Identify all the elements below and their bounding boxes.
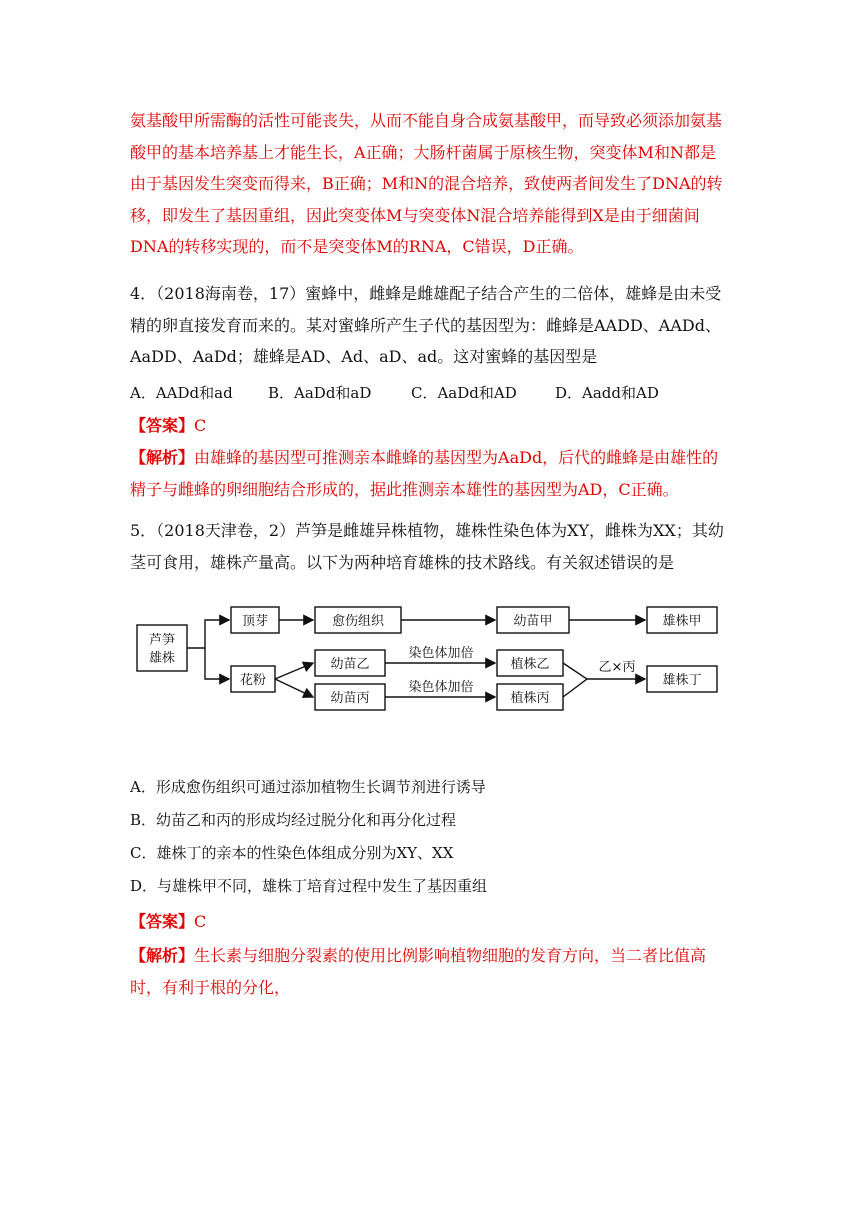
label-start-1: 芦笋: [148, 633, 176, 648]
analysis-text: 生长素与细胞分裂素的使用比例影响植物细胞的发育方向，当二者比值高时，有利于根的分化，: [130, 946, 707, 997]
label-seedling-b: 幼苗乙: [330, 657, 370, 672]
label-plant-b: 植株乙: [510, 657, 550, 672]
label-male-a: 雄株甲: [662, 614, 702, 629]
question-5-choice-c: C．雄株丁的亲本的性染色体组成分别为XY、XX: [130, 844, 454, 862]
answer-value: C: [194, 912, 207, 931]
explanation-continued: 氨基酸甲所需酶的活性可能丧失，从而不能自身合成氨基酸甲，而导致必须添加氨基酸甲的基本培养基上才能生长，A正确；大肠杆菌属于原核生物，突变体M和N都是由于基因发生突变而得来，B正确；M和N的混合培养，致使两者间发生了DNA的转移，即发生了基因重组，因此突变体M与突变体N混合培养能得到X是由于细菌间DNA的转移实现的，而不是突变体M的RNA，C错误，D正确。: [130, 111, 723, 256]
question-5-stem: 5．（2018天津卷，2）芦笋是雌雄异株植物，雄株性染色体为XY，雌株为XX；其幼茎可食用，雄株产量高。以下为两种培育雄株的技术路线。有关叙述错误的是: [130, 521, 724, 572]
question-5-choice-d: D．与雄株甲不同，雄株丁培育过程中发生了基因重组: [130, 877, 488, 895]
question-5-choice-a: A．形成愈伤组织可通过添加植物生长调节剂进行诱导: [130, 778, 486, 796]
question-4-stem: 4．（2018海南卷，17）蜜蜂中，雌蜂是雌雄配子结合产生的二倍体，雄蜂是由未受精的卵直接发育而来的。某对蜜蜂所产生子代的基因型为：雌蜂是AADD、AADd、AaDD、AaDd；雄蜂是AD、Ad、aD、ad。这对蜜蜂的基因型是: [130, 284, 722, 366]
label-seedling-c: 幼苗丙: [330, 691, 370, 706]
label-double-2: 染色体加倍: [408, 680, 474, 695]
analysis-text: 由雄蜂的基因型可推测亲本雌蜂的基因型为AaDd，后代的雌蜂是由雄性的精子与雌蜂的卵细胞结合形成的，据此推测亲本雄性的基因型为AD，C正确。: [130, 448, 719, 499]
option-c: C．AaDd和AD: [411, 384, 517, 402]
analysis-tag: 【解析】: [130, 946, 195, 965]
label-start-2: 雄株: [148, 651, 176, 666]
option-b: B．AaDd和aD: [268, 384, 372, 402]
question-4-analysis: [130, 442, 730, 505]
label-double-1: 染色体加倍: [408, 646, 474, 661]
question-5-choice-b: B．幼苗乙和丙的形成均经过脱分化和再分化过程: [130, 811, 457, 829]
option-d: D．Aadd和AD: [555, 384, 659, 402]
question-4-options: [130, 378, 730, 408]
answer-tag: 【答案】: [130, 416, 195, 435]
label-cross: 乙×丙: [598, 660, 636, 675]
label-pollen: 花粉: [239, 673, 267, 688]
label-callus: 愈伤组织: [331, 614, 385, 629]
question-5-answer: [130, 906, 730, 938]
label-bud: 顶芽: [241, 614, 269, 629]
label-male-d: 雄株丁: [662, 673, 702, 688]
answer-value: C: [194, 416, 207, 435]
analysis-tag: 【解析】: [130, 448, 195, 467]
question-4-answer: [130, 410, 730, 442]
label-plant-c: 植株丙: [510, 691, 550, 706]
breeding-flow-diagram: [125, 595, 745, 725]
question-5-analysis: [130, 940, 730, 1003]
option-a: A．AADd和ad: [130, 384, 233, 402]
label-seedling-a: 幼苗甲: [513, 614, 553, 629]
answer-tag: 【答案】: [130, 912, 195, 931]
